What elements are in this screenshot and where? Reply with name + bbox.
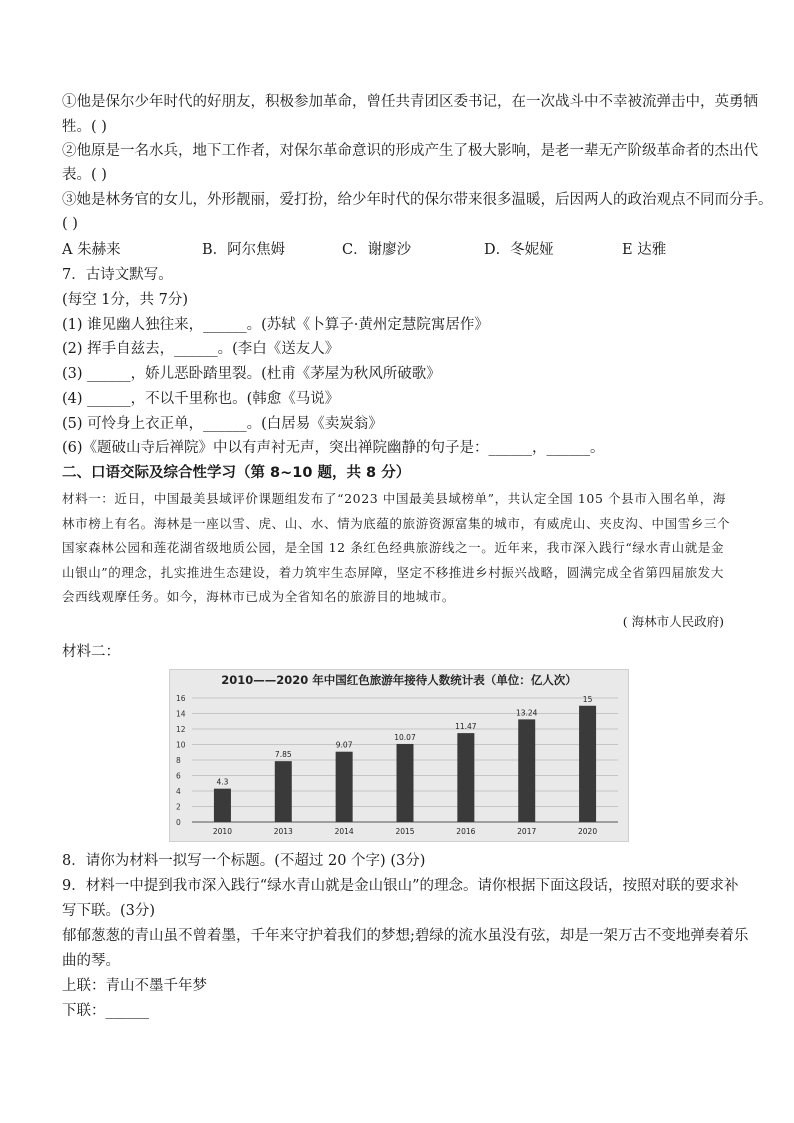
y-tick-label: 14 bbox=[176, 709, 186, 719]
x-tick-label: 2014 bbox=[334, 827, 354, 836]
x-tick-label: 2015 bbox=[395, 827, 415, 836]
q6-item1-line1: ①他是保尔少年时代的好朋友，积极参加革命，曾任共青团区委书记，在一次战斗中不幸被流弹击中，英勇牺 bbox=[62, 94, 758, 110]
q7-line-4: (4) ______，不以千里称也。(韩愈《马说》 bbox=[62, 391, 340, 407]
material2-label: 材料二： bbox=[62, 644, 120, 660]
q9-line1: 9．材料一中提到我市深入践行“绿水青山就是金山银山”的理念。请你根据下面这段话，按照对联的要求补 bbox=[62, 878, 739, 894]
y-tick-label: 12 bbox=[176, 725, 186, 734]
x-tick-label: 2010 bbox=[212, 827, 232, 836]
bar bbox=[336, 752, 353, 822]
q9-passage-line2: 曲的琴。 bbox=[62, 953, 120, 969]
q6-item3-line1: ③她是林务官的女儿，外形靓丽，爱打扮，给少年时代的保尔带来很多温暖，后因两人的政治观点不同而分手。 bbox=[62, 192, 773, 208]
q7-line-2: (2) 挥手自兹去，______。(李白《送友人》 bbox=[62, 341, 340, 357]
q7-line-3: (3) ______，娇儿恶卧踏里裂。(杜甫《茅屋为秋风所破歌》 bbox=[62, 366, 441, 382]
y-tick-label: 16 bbox=[176, 694, 186, 703]
q6-option-d: D．冬妮娅 bbox=[484, 242, 554, 258]
material1-text: 材料一：近日，中国最美县域评价课题组发布了“2023 中国最美县域榜单”，共认定全国 105 个县市入围名单，海林市榜上有名。海林是一座以雪、虎、山、水、情为底蕴的旅游资源富集的城市，有威虎山、夹皮沟、中国雪乡三个国家森林公园和莲花湖省级地质公园，是全国 12 条红色经典旅游线之一。近年来，我市深入践行“绿水青山就是金山银山”的理念，扎实推进生态建设，着力筑牢生态屏障，坚定不移推进乡村振兴战略，圆满完成全省第四届旅发大会西线观摩任务。如今，海林市已成为全省知名的旅游目的地城市。 bbox=[62, 491, 731, 605]
x-tick-label: 2020 bbox=[578, 827, 598, 836]
q7-line-5: (5) 可怜身上衣正单，______。(白居易《卖炭翁》 bbox=[62, 416, 383, 432]
q7-line-6: (6)《题破山寺后禅院》中以有声衬无声，突出禅院幽静的句子是：______，______。 bbox=[62, 440, 605, 456]
q6-option-a: A 朱赫来 bbox=[62, 242, 121, 258]
x-tick-label: 2016 bbox=[456, 827, 476, 836]
bar bbox=[397, 744, 414, 822]
bar bbox=[518, 719, 535, 822]
x-tick-label: 2017 bbox=[517, 827, 537, 836]
q9-lower-couplet: 下联：______ bbox=[62, 1003, 149, 1019]
q6-item1-line2: 牲。( ) bbox=[62, 119, 107, 135]
y-tick-label: 2 bbox=[176, 802, 181, 812]
y-tick-label: 8 bbox=[176, 756, 181, 765]
bar-value-label: 15 bbox=[582, 694, 593, 704]
material1-source: ( 海林市人民政府) bbox=[622, 614, 724, 629]
q6-option-e: E 达雅 bbox=[622, 242, 667, 258]
q9-passage-line1: 郁郁葱葱的青山虽不曾着墨，千年来守护着我们的梦想;碧绿的流水虽没有弦，却是一架万古不变地弹奏着乐 bbox=[62, 928, 749, 944]
q9-line2: 写下联。(3分) bbox=[62, 903, 156, 919]
q6-item2-line2: 表。( ) bbox=[62, 167, 107, 183]
q6-option-b: B．阿尔焦姆 bbox=[202, 242, 286, 258]
chart-title: 2010——2020 年中国红色旅游年接待人数统计表（单位：亿人次） bbox=[221, 673, 577, 687]
q6-item3-line2: ( ) bbox=[62, 216, 78, 232]
x-tick-label: 2013 bbox=[273, 827, 293, 836]
y-tick-label: 6 bbox=[176, 771, 181, 781]
q9-upper-couplet: 上联：青山不墨千年梦 bbox=[62, 978, 207, 994]
q7-score: (每空 1分，共 7分) bbox=[62, 292, 188, 308]
bar bbox=[275, 761, 292, 822]
bar-value-label: 9.07 bbox=[335, 740, 353, 750]
q6-option-c: C．谢廖沙 bbox=[342, 242, 412, 258]
section2-heading: 二、口语交际及综合性学习（第 8~10 题，共 8 分） bbox=[62, 465, 411, 481]
bar-value-label: 10.07 bbox=[394, 732, 416, 742]
y-tick-label: 4 bbox=[176, 787, 181, 796]
bar-value-label: 4.3 bbox=[216, 777, 229, 787]
y-tick-label: 10 bbox=[176, 740, 186, 750]
y-tick-label: 0 bbox=[176, 818, 181, 827]
bar-value-label: 7.85 bbox=[274, 750, 292, 760]
q8-text: 8．请你为材料一拟写一个标题。(不超过 20 个字) (3分) bbox=[62, 853, 426, 869]
q7-title: 7．古诗文默写。 bbox=[62, 267, 173, 283]
q6-item2-line1: ②他原是一名水兵，地下工作者，对保尔革命意识的形成产生了极大影响，是老一辈无产阶级革命者的杰出代 bbox=[62, 143, 758, 159]
q7-line-1: (1) 谁见幽人独往来，______。(苏轼《卜算子·黄州定慧院寓居作》 bbox=[62, 317, 489, 333]
chart-svg bbox=[170, 670, 628, 841]
bar bbox=[457, 733, 474, 822]
bar bbox=[214, 789, 231, 822]
red-tourism-chart bbox=[169, 669, 629, 842]
bar bbox=[579, 706, 596, 822]
bar-value-label: 11.47 bbox=[455, 722, 477, 732]
bar-value-label: 13.24 bbox=[515, 708, 538, 718]
